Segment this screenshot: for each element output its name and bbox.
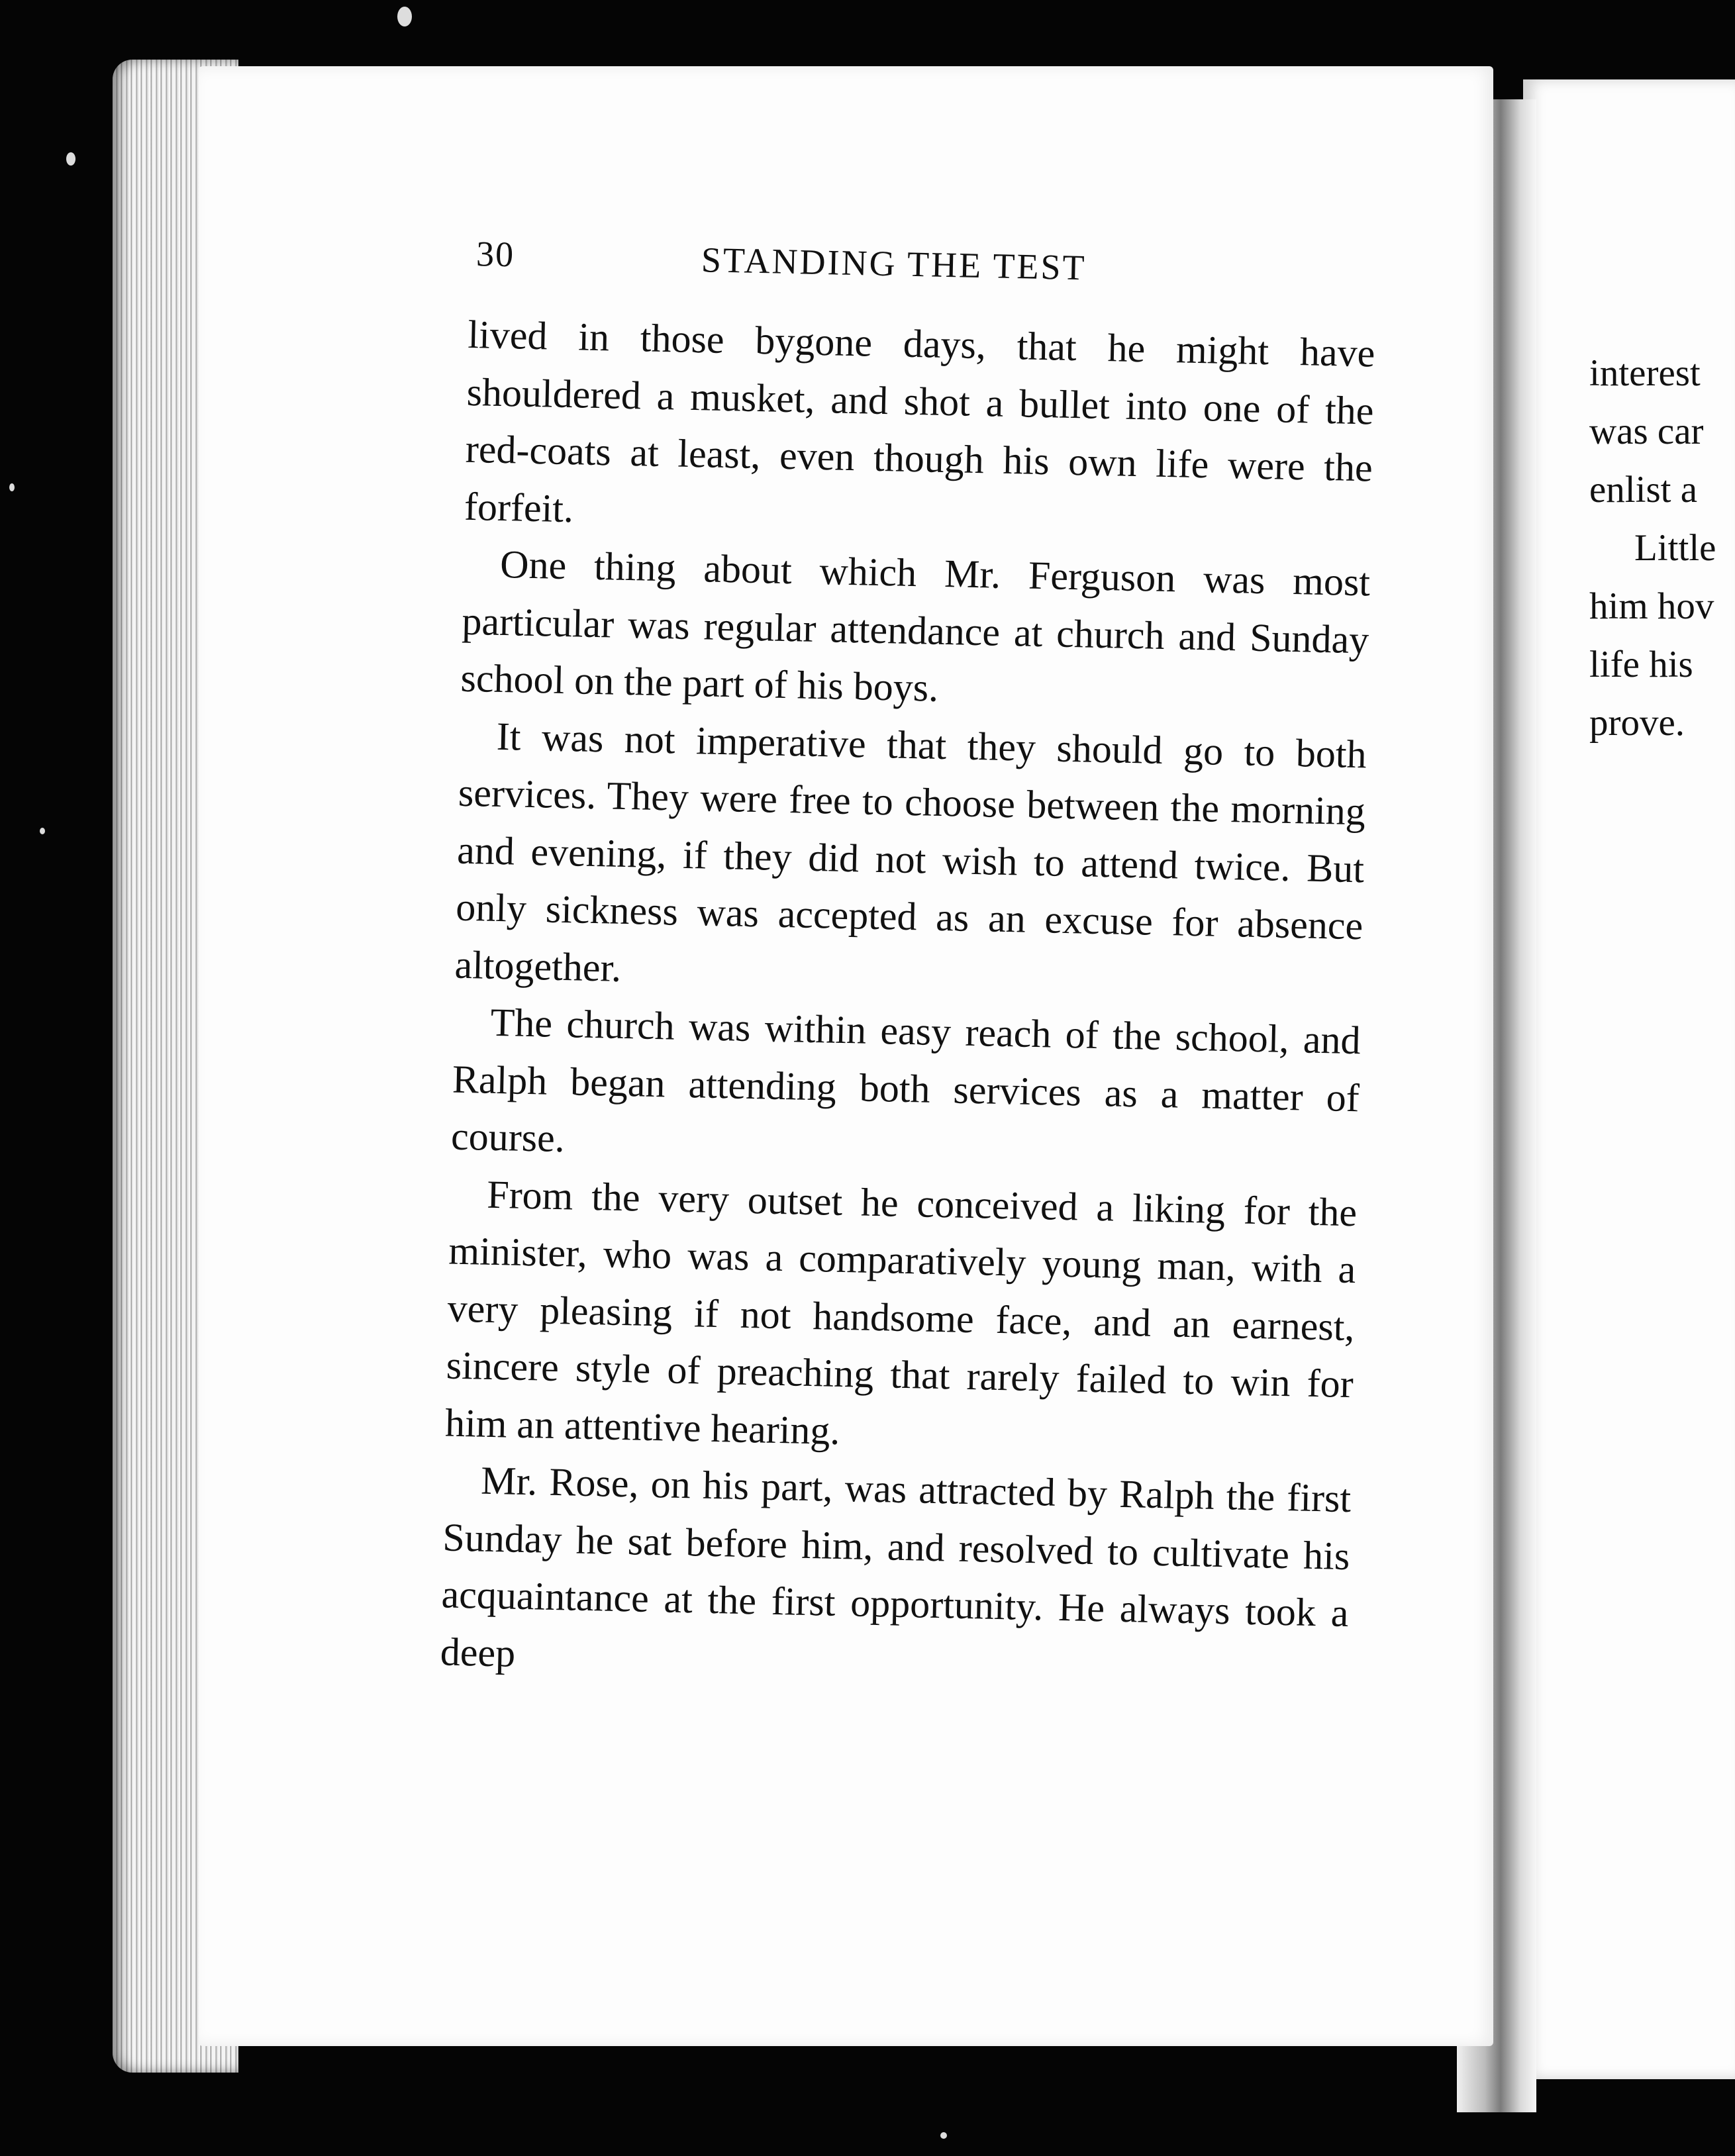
right-page-line: was car (1589, 411, 1704, 452)
body-text (380, 305, 1375, 1699)
paragraph: The church was within easy reach of the school, and Ralph began attending both services as a matter of course. (450, 1000, 1362, 1161)
right-page-line: enlist a (1589, 469, 1698, 511)
right-page-line: Little (1634, 527, 1716, 569)
paragraph: From the very outset he conceived a liking for the minister, who was a comparatively young man, with a very pleasing if not handsome face, and an earnest, sincere style of preaching that rarely failed to win for him an attentive hearing. (444, 1172, 1358, 1453)
page-number: 30 (475, 234, 515, 275)
scan-speck (940, 2132, 947, 2139)
right-page-text (1589, 344, 1735, 752)
running-title: STANDING THE TEST (701, 240, 1087, 288)
right-page-line: prove. (1589, 702, 1685, 744)
scan-speck (9, 483, 15, 491)
scan-speck (397, 7, 412, 26)
paragraph: One thing about which Mr. Ferguson was most particular was regular attendance at church and Sunday school on the part of his boys. (460, 542, 1371, 710)
scan-speck (40, 828, 45, 834)
paragraph: It was not imperative that they should go to both services. They were free to choose between the morning and evening, if they did not wish to attend twice. But only sickness was accepted as an excuse for absence altogether. (454, 714, 1367, 990)
right-page-line: life his (1589, 644, 1693, 685)
left-page-text-block (380, 225, 1377, 1699)
right-page-line: interest (1589, 352, 1701, 394)
scan-speck (66, 152, 75, 166)
paragraph: lived in those bygone days, that he might have shouldered a musket, and shot a bullet into one of the red-coats at least, even though his own life were the forfeit. (464, 312, 1375, 530)
right-page-line: him hov (1589, 585, 1714, 627)
paragraph: Mr. Rose, on his part, was attracted by Ralph the first Sunday he sat before him, and resolved to cultivate his acquaintance at the first opportunity. He always took a deep (440, 1458, 1352, 1675)
